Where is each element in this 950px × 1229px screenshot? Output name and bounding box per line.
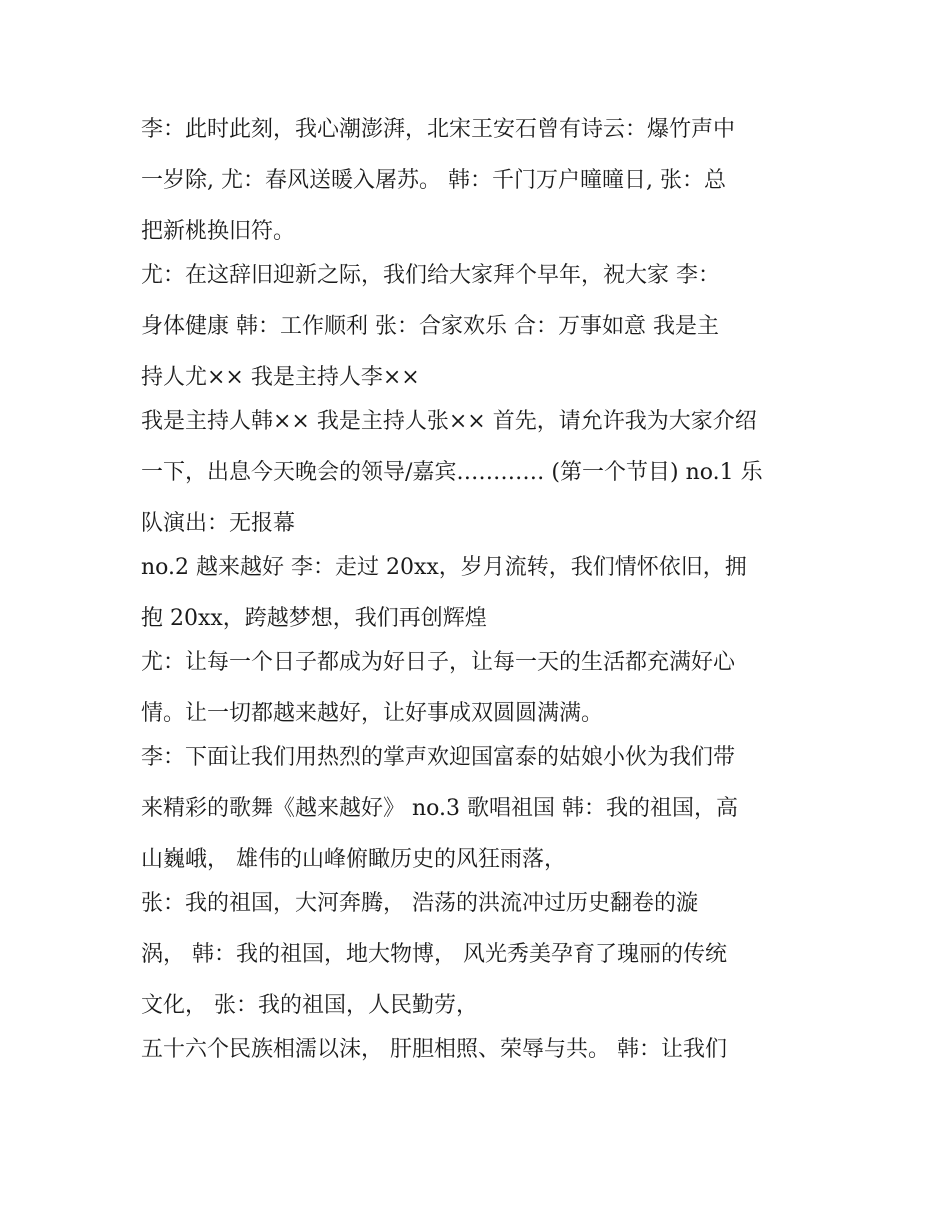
text-line-18: 涡， 韩：我的祖国，地大物博， 风光秀美孕育了瑰丽的传统 xyxy=(141,942,727,967)
text-line-19: 文化， 张：我的祖国，人民勤劳， xyxy=(141,993,478,1018)
text-line-13: 情。让一切都越来越好，让好事成双圆圆满满。 xyxy=(141,701,604,726)
text-line-3: 把新桃换旧符。 xyxy=(141,219,296,244)
text-line-11: 抱 20xx，跨越梦想，我们再创辉煌 xyxy=(141,606,487,631)
text-line-5: 身体健康 韩：工作顺利 张：合家欢乐 合：万事如意 我是主 xyxy=(141,314,719,339)
text-line-1: 李：此时此刻，我心潮澎湃，北宋王安石曾有诗云：爆竹声中 xyxy=(141,117,736,142)
text-line-6: 持人尤×× 我是主持人李×× xyxy=(141,365,420,390)
text-line-8: 一下，出息今天晚会的领导/嘉宾………… (第一个节目) no.1 乐 xyxy=(141,460,763,485)
text-line-4: 尤：在这辞旧迎新之际，我们给大家拜个早年，祝大家 李： xyxy=(141,263,720,288)
text-line-16: 山巍峨， 雄伟的山峰俯瞰历史的风狂雨落， xyxy=(141,847,566,872)
text-line-14: 李：下面让我们用热烈的掌声欢迎国富泰的姑娘小伙为我们带 xyxy=(141,745,736,770)
script-text-body xyxy=(141,108,821,1079)
text-line-12: 尤：让每一个日子都成为好日子，让每一天的生活都充满好心 xyxy=(141,650,736,675)
text-line-7: 我是主持人韩×× 我是主持人张×× 首先，请允许我为大家介绍 xyxy=(141,409,757,434)
text-line-17: 张：我的祖国，大河奔腾， 浩荡的洪流冲过历史翻卷的漩 xyxy=(141,891,698,916)
text-line-2: 一岁除, 尤：春风送暖入屠苏。 韩：千门万户曈曈日, 张：总 xyxy=(141,168,726,193)
text-line-20: 五十六个民族相濡以沫， 肝胆相照、荣辱与共。 韩：让我们 xyxy=(141,1037,727,1062)
text-line-10: no.2 越来越好 李：走过 20xx，岁月流转，我们情怀依旧，拥 xyxy=(141,555,747,580)
text-line-15: 来精彩的歌舞《越来越好》 no.3 歌唱祖国 韩：我的祖国，高 xyxy=(141,796,738,821)
text-line-9: 队演出：无报幕 xyxy=(141,511,296,536)
